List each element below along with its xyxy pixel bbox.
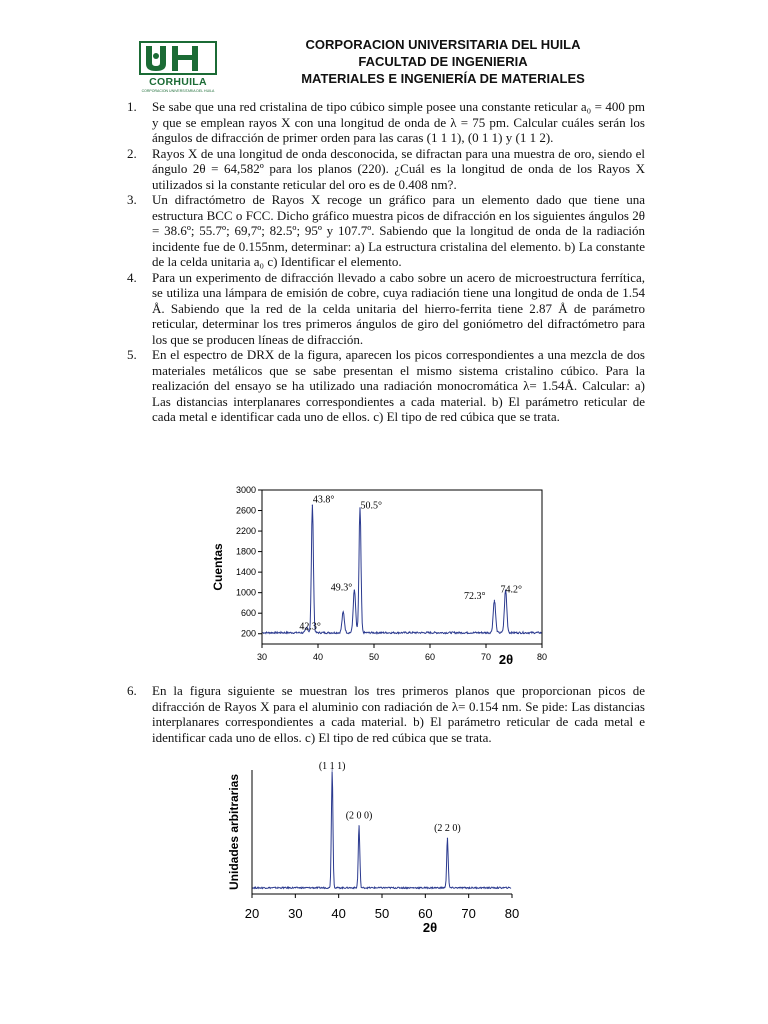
chart-svg: [222, 762, 542, 937]
problem-item: [122, 192, 645, 270]
peak-point: [358, 825, 359, 826]
y-tick-label: 2200: [235, 526, 256, 537]
problem-text: En el espectro de DRX de la figura, aparecen los picos correspondientes a una mezcla de dos materiales metálicos que se sabe presentan el mismo sistema cristalino cúbico. Para la realización del ensayo se ha utilizado una radiación monocromática λ= 1.54Å. Calcular: a) Las distancias interplanares correspondientes a cada material. b) El parámetro reticular de cada metal e identificar cada uno de ellos. c) El tipo de red cúbica que se trata.: [152, 347, 645, 424]
logo-icon: [132, 40, 224, 76]
peak-point: [343, 612, 344, 613]
y-axis-label: Unidades arbitrarias: [227, 773, 241, 891]
faculty-title: FACULTAD DE INGENIERIA: [358, 54, 528, 69]
problem-item: [122, 347, 645, 425]
x-tick-label: 70: [480, 652, 492, 662]
y-tick-label: 3000: [235, 485, 256, 495]
y-axis-label: Cuentas: [211, 543, 225, 591]
y-tick-label: 1800: [235, 546, 256, 557]
x-tick-label: 60: [418, 906, 433, 921]
peak-annotation: 74.2°: [500, 584, 522, 596]
x-tick-label: 40: [312, 652, 324, 662]
problem-item: [122, 146, 645, 193]
peak-annotation: (2 2 0): [434, 822, 461, 834]
x-tick-label: 20: [244, 906, 260, 921]
problem-item: [122, 270, 645, 348]
peak-annotation: 50.5°: [360, 500, 382, 512]
y-tick-label: 600: [240, 608, 256, 619]
x-tick-label: 60: [424, 652, 436, 662]
problem-text: Un difractómetro de Rayos X recoge un gráfico para un elemento dado que tiene una estructura BCC o FCC. Dicho gráfico muestra picos de difracción en los siguientes ángulos 2θ = 38.6º; 55.7º; 69,7º; 82.5º; 95º y 107.7º. Sabiendo que la longitud de onda de la radiación incidente fue de 0.155nm, determinar: a) La estructura cristalina del elemento. b) La constante de la celda unitaria a₀ c) Identificar el elemento.: [152, 192, 645, 269]
peak-point: [447, 838, 448, 839]
x-tick-label: 40: [331, 906, 346, 921]
peak-annotation: 43.8°: [312, 494, 335, 506]
problem-number: 6.: [127, 683, 137, 698]
peak-annotation: 42.3°: [299, 621, 321, 633]
y-tick-label: 1000: [235, 587, 256, 598]
course-title: MATERIALES E INGENIERÍA DE MATERIALES: [301, 71, 585, 86]
logo-text: CORHUILA: [149, 76, 207, 88]
problem-number: 1.: [127, 99, 137, 114]
x-tick-label: 70: [461, 906, 476, 921]
problem-item: [122, 99, 645, 146]
peak-point: [354, 590, 355, 591]
y-tick-label: 2600: [235, 505, 256, 516]
x-tick-label: 30: [256, 652, 268, 662]
y-tick-label: 1400: [235, 567, 256, 578]
problem-item: [122, 683, 645, 745]
chart-svg: [200, 478, 560, 668]
diffraction-series-line: [253, 771, 512, 888]
problem-number: 4.: [127, 269, 137, 285]
peak-annotation: 49.3°: [330, 582, 353, 594]
problem-list: [122, 99, 645, 425]
x-tick-label: 80: [504, 906, 520, 921]
logo-subtext: CORPORACION UNIVERSITARIA DEL HUILA: [141, 89, 215, 93]
y-tick-label: 200: [240, 628, 256, 639]
corhuila-logo: [132, 40, 224, 94]
problem-number: 5.: [127, 347, 137, 362]
xrd-chart-aluminum: [222, 762, 542, 937]
peak-annotation: (1 1 1): [318, 760, 346, 772]
header-titles: [258, 36, 628, 87]
problem-number: 3.: [127, 192, 137, 207]
x-tick-label: 50: [368, 652, 380, 662]
x-tick-label: 50: [374, 906, 390, 921]
diffraction-series-line: [263, 505, 542, 634]
institution-title: CORPORACION UNIVERSITARIA DEL HUILA: [305, 37, 581, 52]
x-axis-label: 2θ: [498, 652, 514, 667]
problem-text: Se sabe que una red cristalina de tipo cúbico simple posee una constante reticular a₀ = 400 pm y que se emplean rayos X con una longitud de onda de λ = 75 pm. Calcular cuáles serán los ángulos de difracción de primer orden para las caras (1 1 1), (0 1 1) y (1 1 2).: [152, 99, 645, 145]
problem-text: Rayos X de una longitud de onda desconocida, se difractan para una muestra de oro, siendo el ángulo 2θ = 64,582º para los planos (220). ¿Cuál es la longitud de onda de los Rayos X utilizados si la constante reticular del oro es de 0.408 nm?.: [152, 145, 645, 192]
peak-annotation: (2 0 0): [345, 810, 373, 822]
x-tick-label: 30: [288, 906, 303, 921]
xrd-chart-mixture: [200, 478, 560, 668]
x-axis-label: 2θ: [422, 920, 438, 935]
problem-text: Para un experimento de difracción llevado a cabo sobre un acero de microestructura ferrítica, se utiliza una lámpara de emisión de cobre, cuya radiación tiene una longitud de onda de 1.54 Å. Sabiendo que la red de la celda unitaria del hierro-ferrita tiene 2.87 Å de parámetro reticular, determinar los tres primeros ángulos de giro del goniómetro del difractómetro para los que se producen líneas de difracción.: [152, 269, 645, 347]
problem-list-2: [122, 683, 645, 745]
problem-text: En la figura siguiente se muestran los tres primeros planos que proporcionan picos de difracción de Rayos X para el aluminio con radiación de λ= 0.154 nm. Se pide: Las distancias interplanares correspondientes a cada material. b) El parámetro reticular de cada metal e identificar cada uno de ellos. c) El tipo de red cúbica que se trata.: [152, 683, 645, 745]
problem-number: 2.: [127, 145, 137, 161]
peak-annotation: 72.3°: [464, 590, 486, 602]
peak-point: [494, 600, 495, 601]
document-header: [0, 36, 768, 92]
x-tick-label: 80: [536, 652, 548, 662]
